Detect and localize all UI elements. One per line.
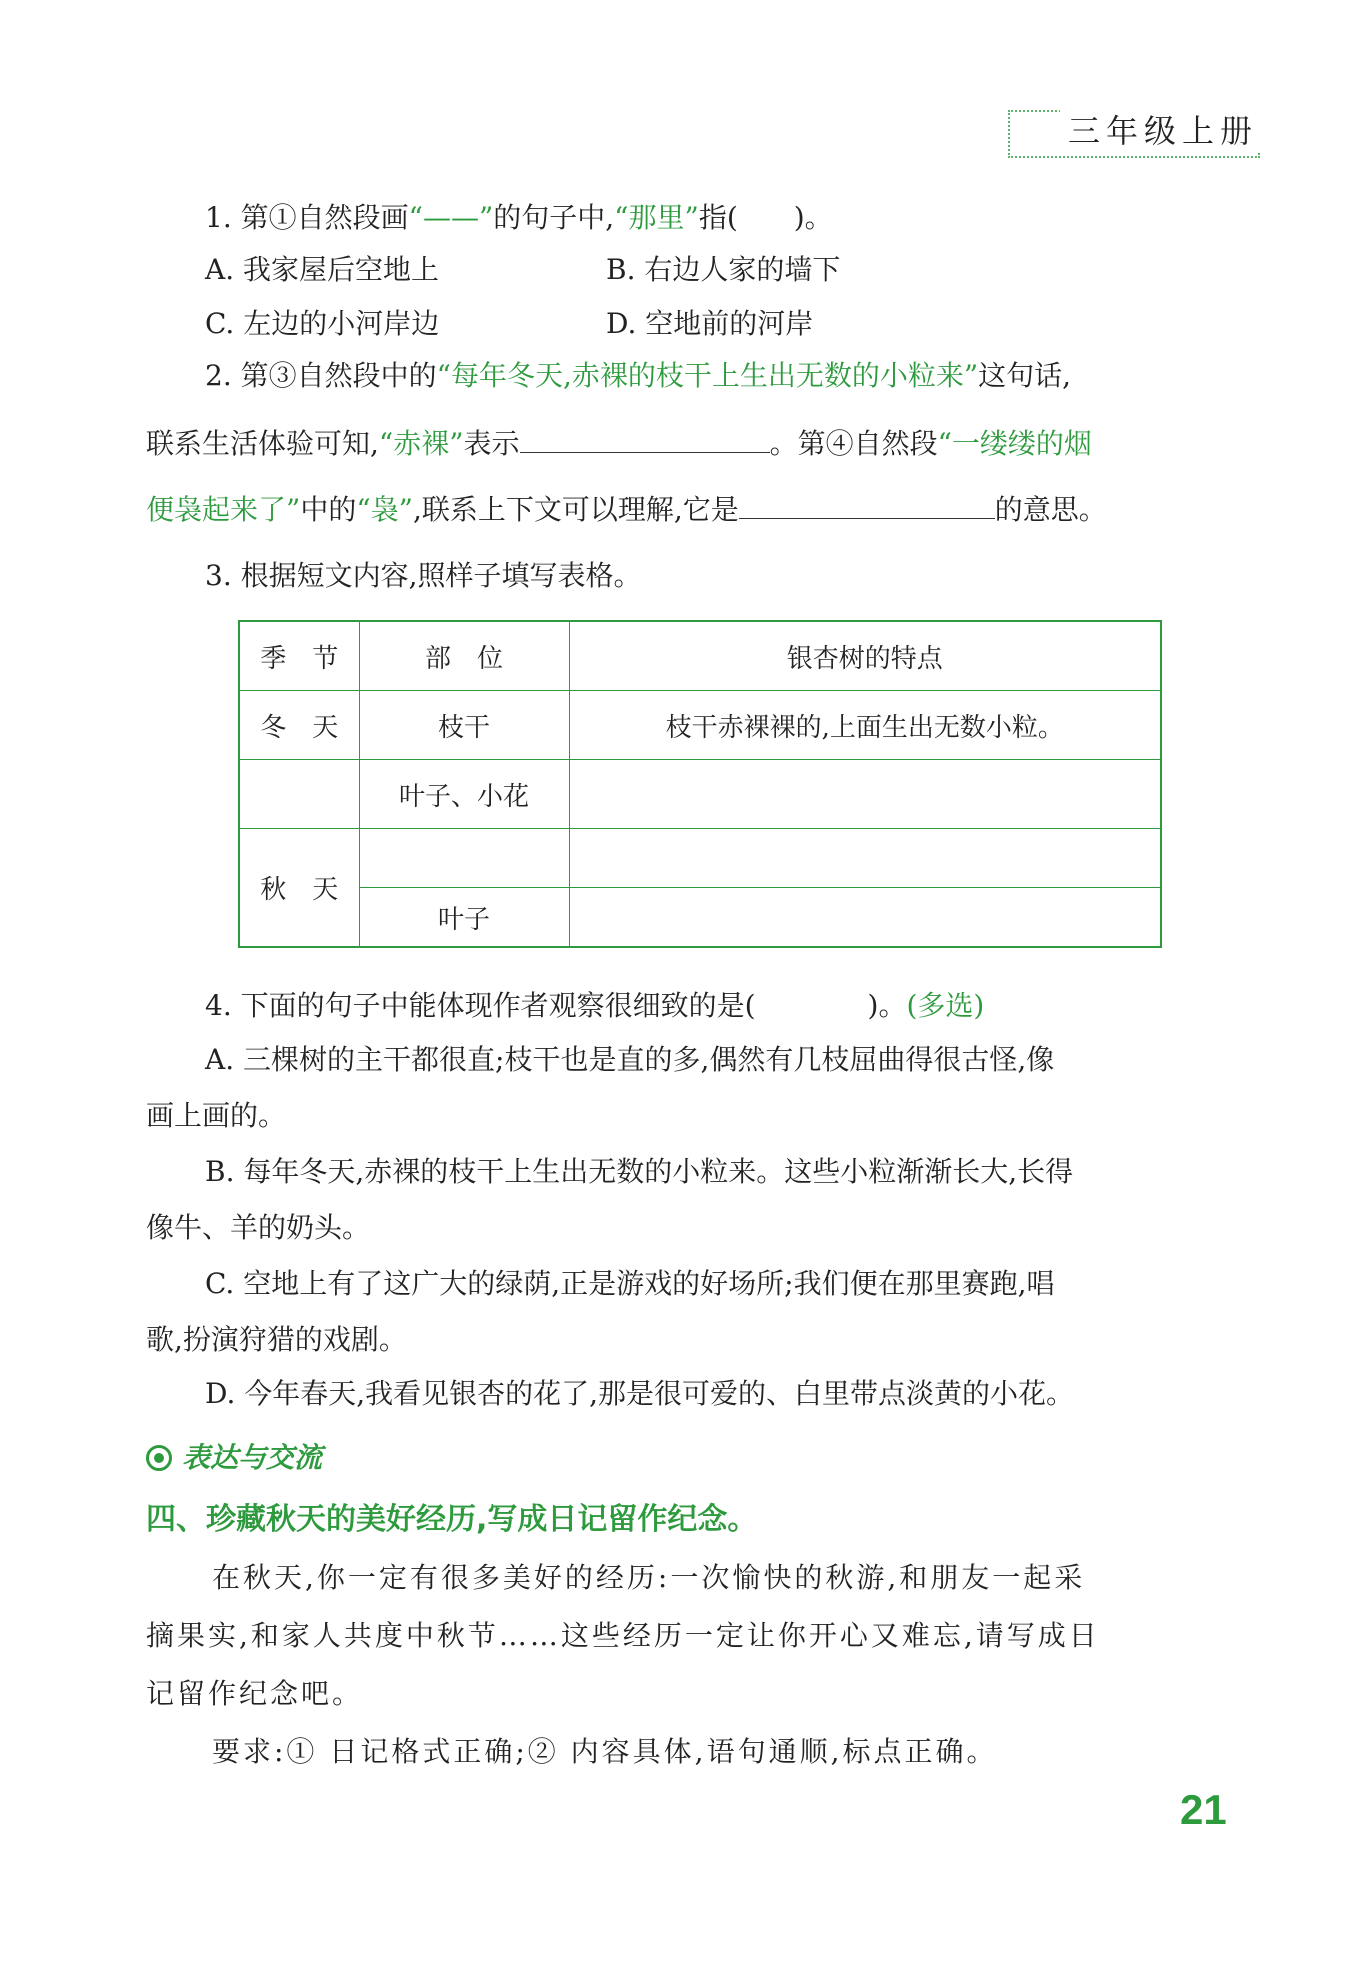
q3-stem: 3. 根据短文内容,照样子填写表格。 bbox=[205, 559, 642, 592]
header-season: 季 节 bbox=[239, 621, 359, 691]
q2-answer-blank-2[interactable] bbox=[739, 488, 995, 519]
header-part: 部 位 bbox=[359, 621, 569, 691]
part4-title: 四、珍藏秋天的美好经历,写成日记留作纪念。 bbox=[146, 1502, 758, 1537]
q1-option-b[interactable]: B. 右边人家的墙下 bbox=[606, 253, 841, 286]
feature-cell-blank[interactable] bbox=[569, 888, 1161, 948]
target-icon bbox=[146, 1445, 172, 1471]
q4-option-c-cont: 歌,扮演狩猎的戏剧。 bbox=[146, 1323, 407, 1356]
table-row bbox=[239, 760, 1161, 829]
q4-option-a-cont: 画上画的。 bbox=[146, 1099, 287, 1132]
table-header-row bbox=[239, 621, 1161, 691]
part-cell-blank[interactable] bbox=[359, 829, 569, 888]
part4-paragraph-3: 记留作纪念吧。 bbox=[146, 1677, 364, 1710]
part-cell: 叶子 bbox=[359, 888, 569, 948]
q1-option-c[interactable]: C. 左边的小河岸边 bbox=[205, 307, 440, 340]
part4-requirements: 要求:① 日记格式正确;② 内容具体,语句通顺,标点正确。 bbox=[212, 1735, 998, 1768]
part-cell: 叶子、小花 bbox=[359, 760, 569, 829]
feature-cell-blank[interactable] bbox=[569, 829, 1161, 888]
q4-option-d[interactable]: D. 今年春天,我看见银杏的花了,那是很可爱的、白里带点淡黄的小花。 bbox=[205, 1377, 1075, 1410]
q1-option-d[interactable]: D. 空地前的河岸 bbox=[606, 307, 814, 340]
part-cell: 枝干 bbox=[359, 691, 569, 760]
q4-option-b-cont: 像牛、羊的奶头。 bbox=[146, 1211, 371, 1244]
table-row bbox=[239, 888, 1161, 948]
q2-line2: 联系生活体验可知,“赤裸”表示 。第④自然段“一缕缕的烟 bbox=[146, 422, 1092, 464]
q4-option-a[interactable]: A. 三棵树的主干都很直;枝干也是直的多,偶然有几枝屈曲得很古怪,像 bbox=[205, 1043, 1055, 1076]
part4-paragraph-1: 在秋天,你一定有很多美好的经历:一次愉快的秋游,和朋友一起采 bbox=[212, 1561, 1086, 1594]
q2-line1: 2. 第③自然段中的“每年冬天,赤裸的枝干上生出无数的小粒来”这句话, bbox=[205, 359, 1072, 392]
q1-stem: 1. 第①自然段画“——”的句子中,“那里”指( )。 bbox=[205, 201, 833, 234]
q2-line3: 便袅起来了”中的“袅”,联系上下文可以理解,它是 的意思。 bbox=[146, 488, 1107, 530]
q1-option-a[interactable]: A. 我家屋后空地上 bbox=[205, 253, 440, 286]
page-number: 21 bbox=[1180, 1786, 1227, 1833]
part4-paragraph-2: 摘果实,和家人共度中秋节……这些经历一定让你开心又难忘,请写成日 bbox=[146, 1619, 1100, 1652]
season-cell: 冬 天 bbox=[239, 691, 359, 760]
table-row bbox=[239, 829, 1161, 888]
ginkgo-season-table bbox=[238, 620, 1162, 948]
q4-stem: 4. 下面的句子中能体现作者观察很细致的是( )。(多选) bbox=[205, 989, 985, 1022]
q2-answer-blank-1[interactable] bbox=[520, 422, 770, 453]
q4-option-c[interactable]: C. 空地上有了这广大的绿荫,正是游戏的好场所;我们便在那里赛跑,唱 bbox=[205, 1267, 1055, 1300]
feature-cell: 枝干赤裸裸的,上面生出无数小粒。 bbox=[569, 691, 1161, 760]
season-cell: 秋 天 bbox=[239, 829, 359, 948]
feature-cell-blank[interactable] bbox=[569, 760, 1161, 829]
table-row bbox=[239, 691, 1161, 760]
section-heading: 表达与交流 bbox=[146, 1438, 322, 1478]
q4-option-b[interactable]: B. 每年冬天,赤裸的枝干上生出无数的小粒来。这些小粒渐渐长大,长得 bbox=[205, 1155, 1074, 1188]
header-feature: 银杏树的特点 bbox=[569, 621, 1161, 691]
season-cell-blank[interactable] bbox=[239, 760, 359, 829]
grade-title: 三年级上册 bbox=[1060, 106, 1266, 152]
